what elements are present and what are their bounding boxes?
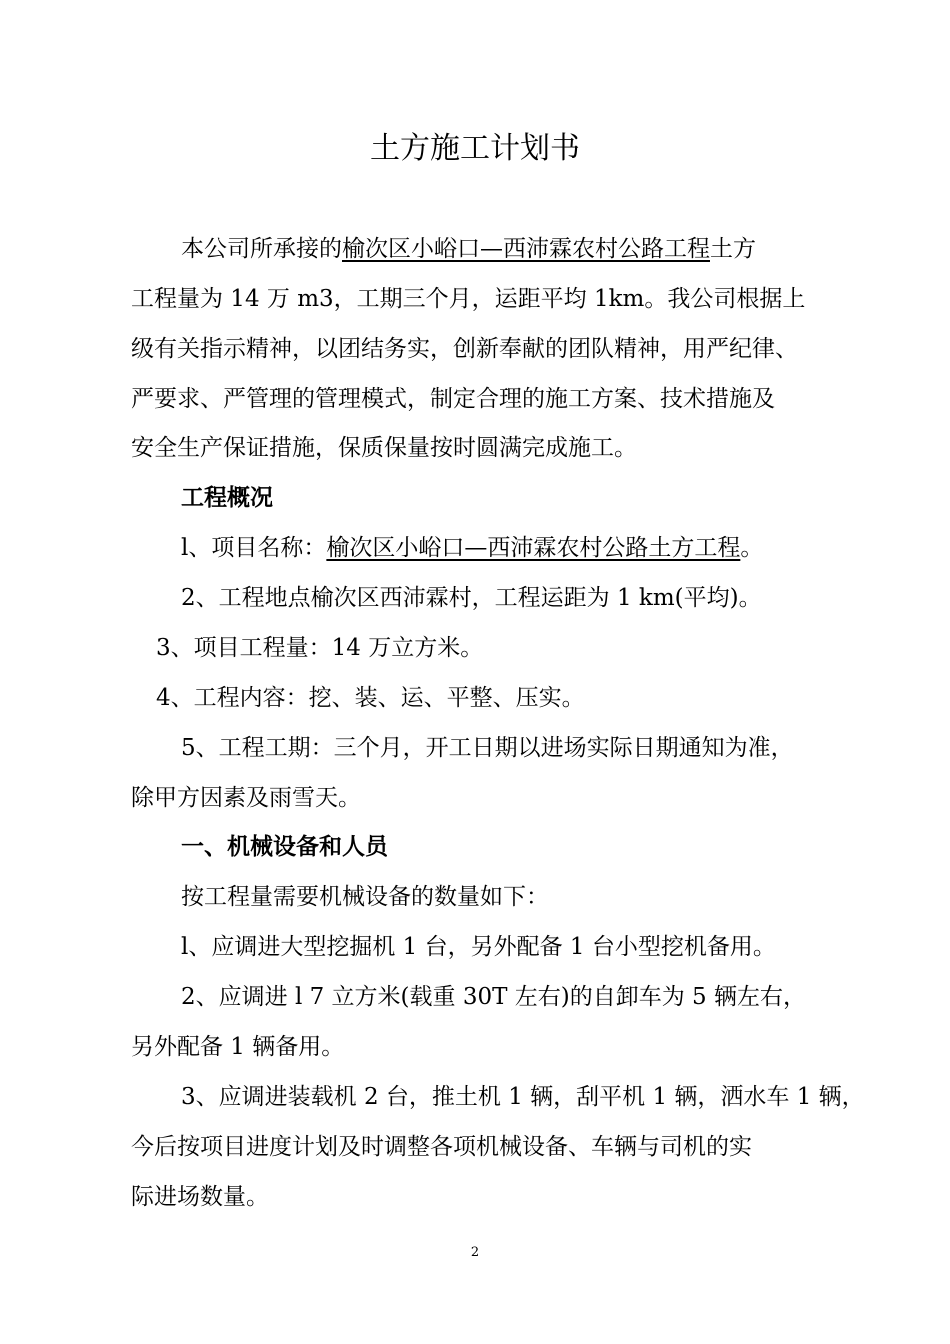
intro-line-2: 工程量为 14 万 m3，工期三个月，运距平均 1km。我公司根据上 (131, 286, 806, 312)
section-1-item-2-line-1: 2、应调进 l 7 立方米(载重 30T 左右)的自卸车为 5 辆左右， (181, 984, 806, 1010)
overview-item-4: 4、工程内容：挖、装、运、平整、压实。 (156, 685, 585, 711)
item-text: 。 (740, 535, 764, 561)
overview-item-1 (181, 533, 763, 563)
project-name-underlined: 榆次区小峪口—西沛霖农村公路土方工程 (326, 535, 741, 561)
intro-text: 土方 (710, 236, 756, 262)
section-1-item-2-line-2: 另外配备 1 辆备用。 (131, 1034, 345, 1060)
intro-line-5: 安全生产保证措施，保质保量按时圆满完成施工。 (131, 435, 637, 461)
overview-item-2: 2、工程地点榆次区西沛霖村，工程运距为 1 km(平均)。 (181, 585, 762, 611)
section-1-item-3-line-3: 际进场数量。 (131, 1184, 269, 1210)
item-label: l、项目名称： (181, 535, 327, 561)
intro-line-3: 级有关指示精神，以团结务实，创新奉献的团队精神，用严纪律、 (131, 336, 798, 362)
section-1-item-3-line-1: 3、应调进装载机 2 台，推土机 1 辆，刮平机 1 辆，洒水车 1 辆， (181, 1084, 865, 1110)
section-1-intro: 按工程量需要机械设备的数量如下： (181, 884, 549, 910)
intro-line-4: 严要求、严管理的管理模式，制定合理的施工方案、技术措施及 (131, 386, 775, 412)
section-1-heading: 一、机械设备和人员 (181, 833, 388, 860)
page-title: 土方施工计划书 (370, 131, 580, 166)
section-1-item-3-line-2: 今后按项目进度计划及时调整各项机械设备、车辆与司机的实 (131, 1134, 752, 1160)
intro-line-1 (181, 234, 756, 264)
intro-text: 本公司所承接的 (181, 236, 342, 262)
project-name-underlined: 榆次区小峪口—西沛霖农村公路工程 (342, 236, 710, 262)
overview-item-3: 3、项目工程量：14 万立方米。 (156, 635, 484, 661)
overview-item-5-line-2: 除甲方因素及雨雪天。 (131, 785, 361, 811)
section-1-item-1: l、应调进大型挖掘机 1 台，另外配备 1 台小型挖机备用。 (181, 934, 776, 960)
overview-heading: 工程概况 (181, 484, 273, 511)
overview-item-5-line-1: 5、工程工期：三个月，开工日期以进场实际日期通知为准， (181, 735, 794, 761)
page-number: 2 (470, 1245, 480, 1260)
